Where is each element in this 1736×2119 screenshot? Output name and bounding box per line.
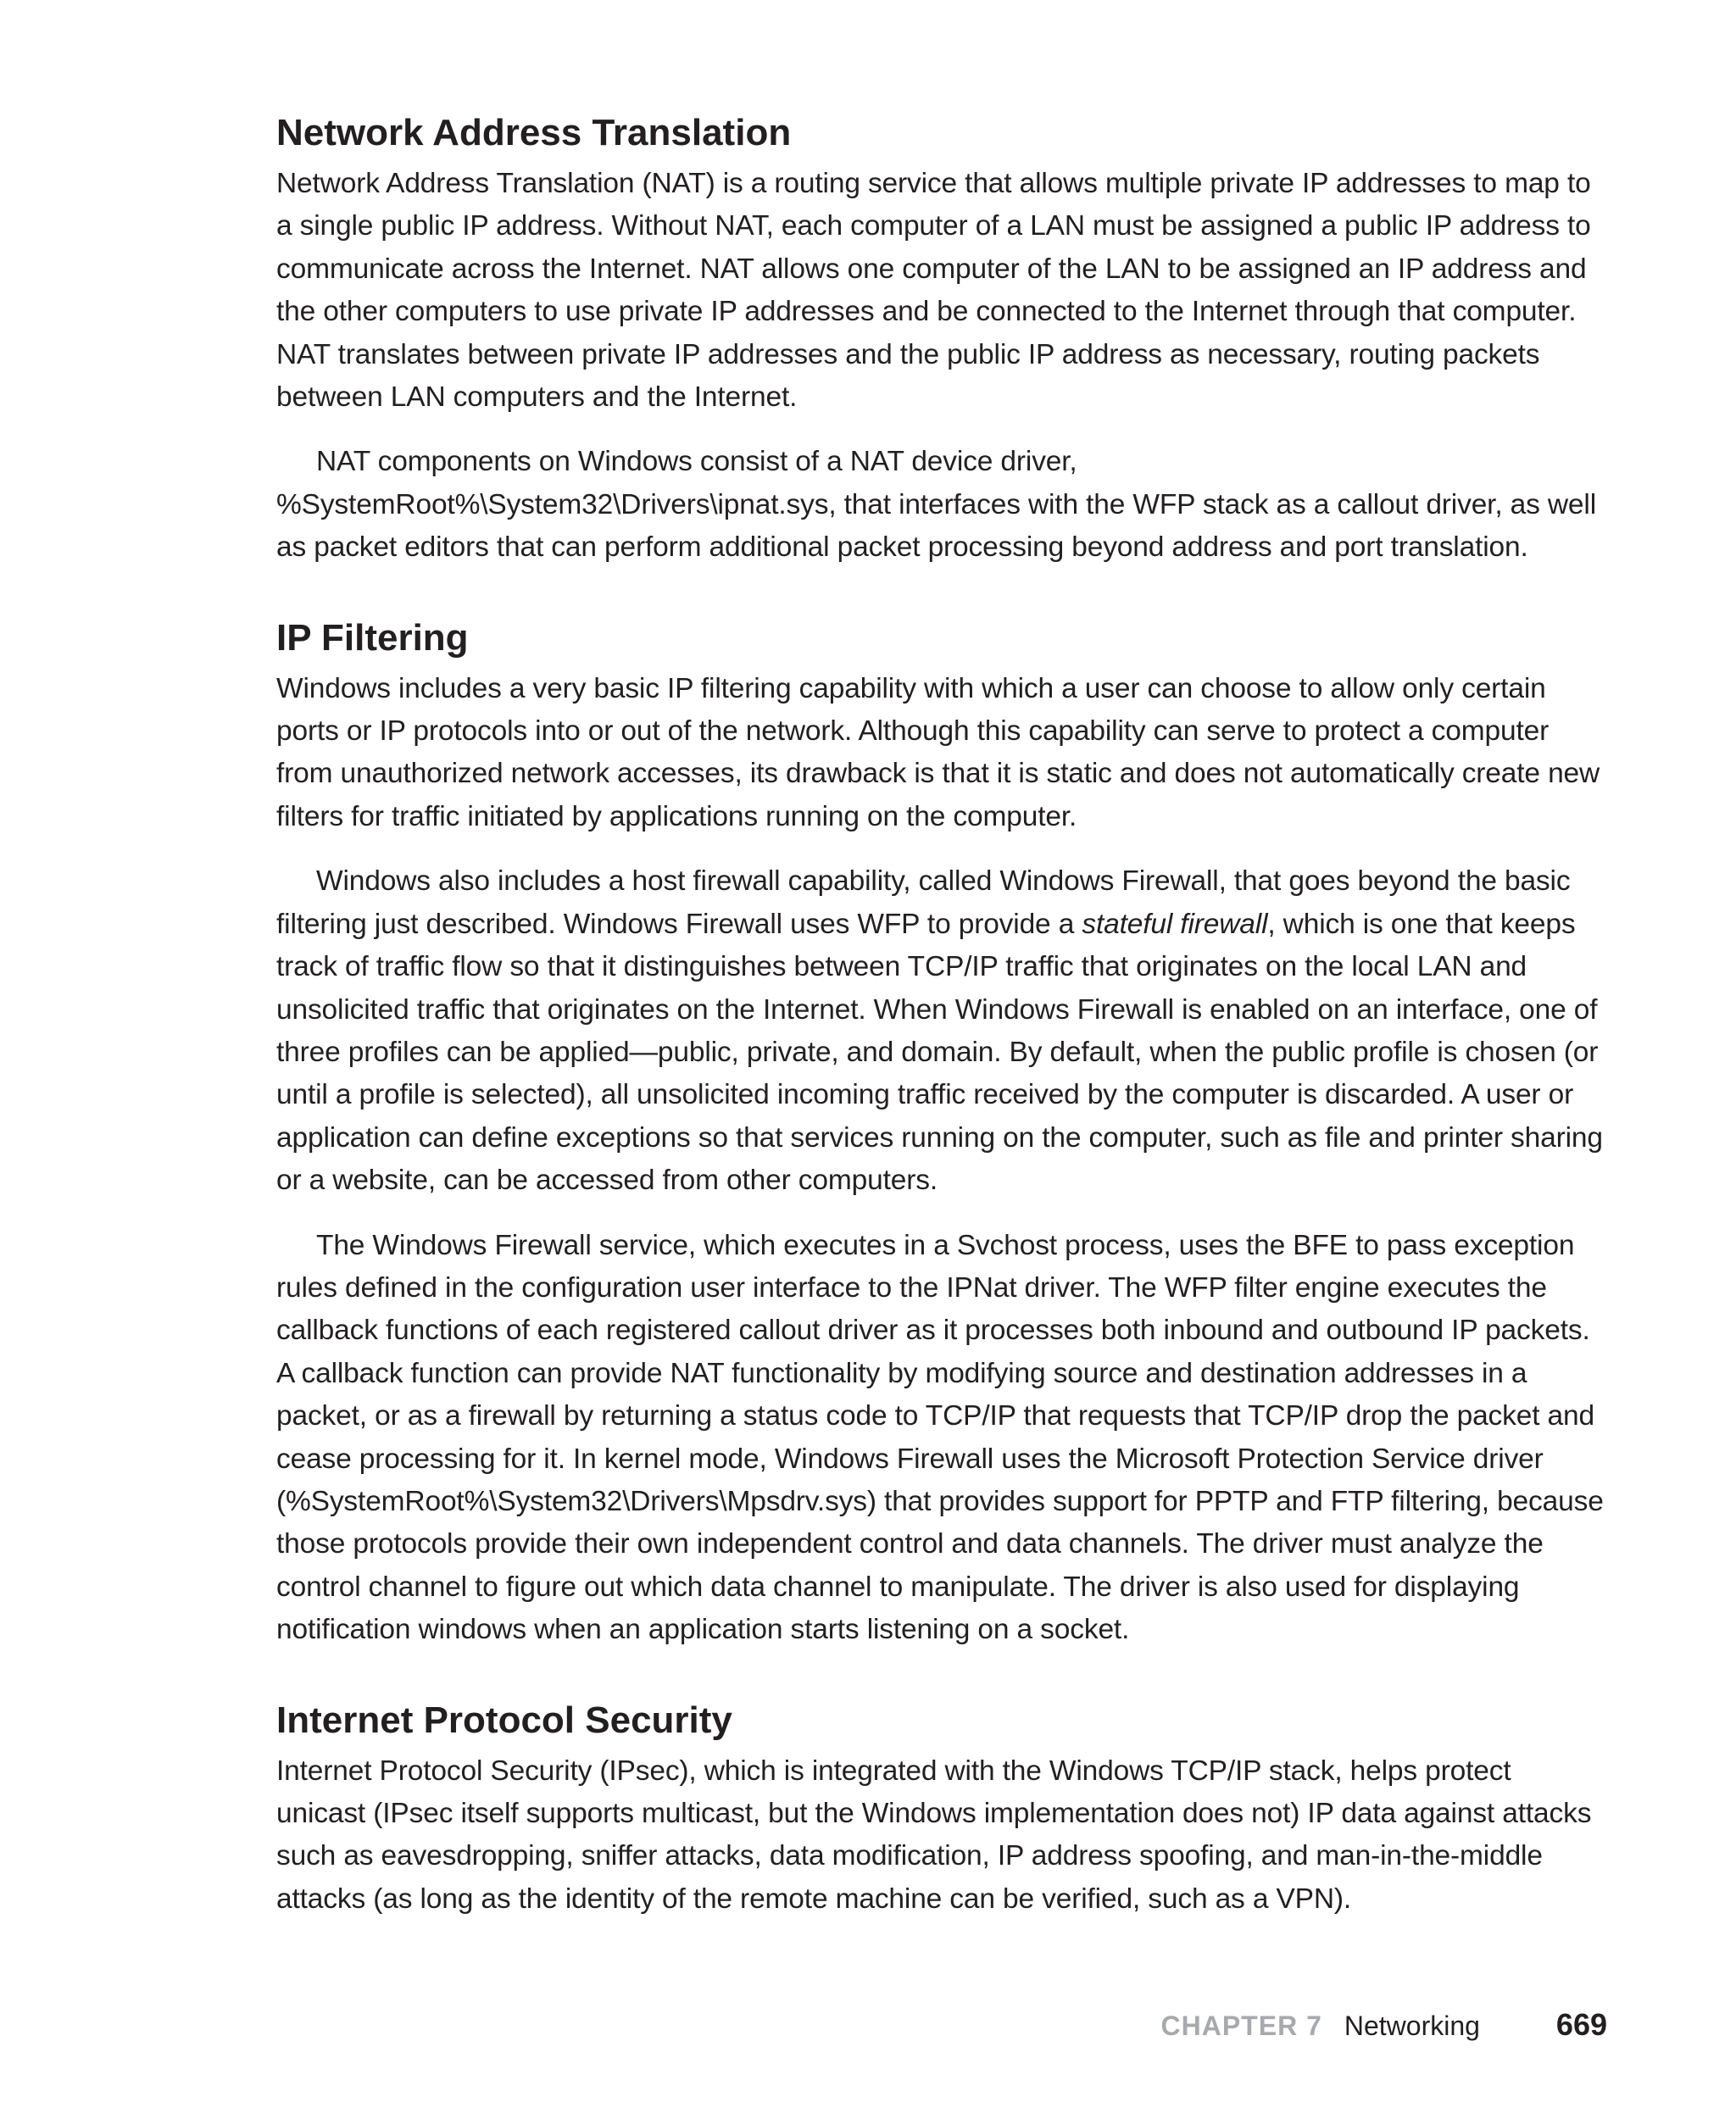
paragraph-with-emphasis bbox=[276, 860, 1607, 1202]
text-run: , which is one that keeps track of traffic flow so that it distinguishes between TCP/IP traffic that originates on the local LAN and unsolicited traffic that originates on the Internet. When Windows Firewall is enabled on an interface, one of three profiles can be applied—public, private, and domain. By default, when the public profile is chosen (or until a profile is selected), all unsolicited incoming traffic received by the computer is discarded. A user or application can define exceptions so that services running on the computer, such as file and printer sharing or a website, can be accessed from other computers. bbox=[276, 908, 1603, 1197]
paragraph: Windows includes a very basic IP filtering capability with which a user can choose to allow only certain ports or IP protocols into or out of the network. Although this capability can serve to protect a computer from unauthorized network accesses, its drawback is that it is static and does not automatically create new filters for traffic initiated by applications running on the computer. bbox=[276, 672, 1600, 832]
section-heading: IP Filtering bbox=[276, 616, 469, 659]
paragraph: The Windows Firewall service, which executes in a Svchost process, uses the BFE to pass exception rules defined in the configuration user interface to the IPNat driver. The WFP filter engine executes the callback functions of each registered callout driver as it processes both inbound and outbound IP packets. A callback function can provide NAT functionality by modifying source and destination addresses in a packet, or as a firewall by returning a status code to TCP/IP that requests that TCP/IP drop the packet and cease processing for it. In kernel mode, Windows Firewall uses the Microsoft Protection Service driver (%SystemRoot%\System32\Drivers\Mpsdrv.sys) that provides support for PPTP and FTP filtering, because those protocols provide their own independent control and data channels. The driver must analyze the control channel to figure out which data channel to manipulate. The driver is also used for displaying notification windows when an application starts listening on a socket. bbox=[276, 1229, 1604, 1646]
section-heading: Internet Protocol Security bbox=[276, 1699, 732, 1741]
section-ip-filtering bbox=[276, 614, 1607, 1652]
paragraph: NAT components on Windows consist of a NAT device driver, %SystemRoot%\System32\Drivers\ipnat.sys, that interfaces with the WFP stack as a callout driver, as well as packet editors that can perform additional packet processing beyond address and port translation. bbox=[276, 446, 1597, 564]
paragraph: Internet Protocol Security (IPsec), which is integrated with the Windows TCP/IP stack, helps protect unicast (IPsec itself supports multicast, but the Windows implementation does not) IP data against attacks such as eavesdropping, sniffer attacks, data modification, IP address spoofing, and man-in-the-middle attacks (as long as the identity of the remote machine can be verified, such as a VPN). bbox=[276, 1755, 1592, 1915]
page-body bbox=[276, 108, 1607, 1943]
chapter-title: Networking bbox=[1344, 2011, 1480, 2041]
emphasis-term: stateful firewall bbox=[1082, 908, 1268, 940]
section-heading: Network Address Translation bbox=[276, 112, 792, 153]
text-run: Windows also includes a host firewall capability, called Windows Firewall, that goes beyond the basic filtering just described. Windows Firewall uses WFP to provide a bbox=[276, 865, 1571, 940]
section-nat bbox=[276, 108, 1607, 570]
page-number: 669 bbox=[1555, 2007, 1607, 2042]
page-footer bbox=[1161, 2008, 1608, 2043]
chapter-label: CHAPTER 7 bbox=[1160, 2011, 1322, 2041]
section-ipsec bbox=[276, 1696, 1607, 1922]
paragraph: Network Address Translation (NAT) is a routing service that allows multiple private IP addresses to map to a single public IP address. Without NAT, each computer of a LAN must be assigned a public IP address to communicate across the Internet. NAT allows one computer of the LAN to be assigned an IP address and the other computers to use private IP addresses and be connected to the Internet through that computer. NAT translates between private IP addresses and the public IP address as necessary, routing packets between LAN computers and the Internet. bbox=[276, 168, 1591, 414]
